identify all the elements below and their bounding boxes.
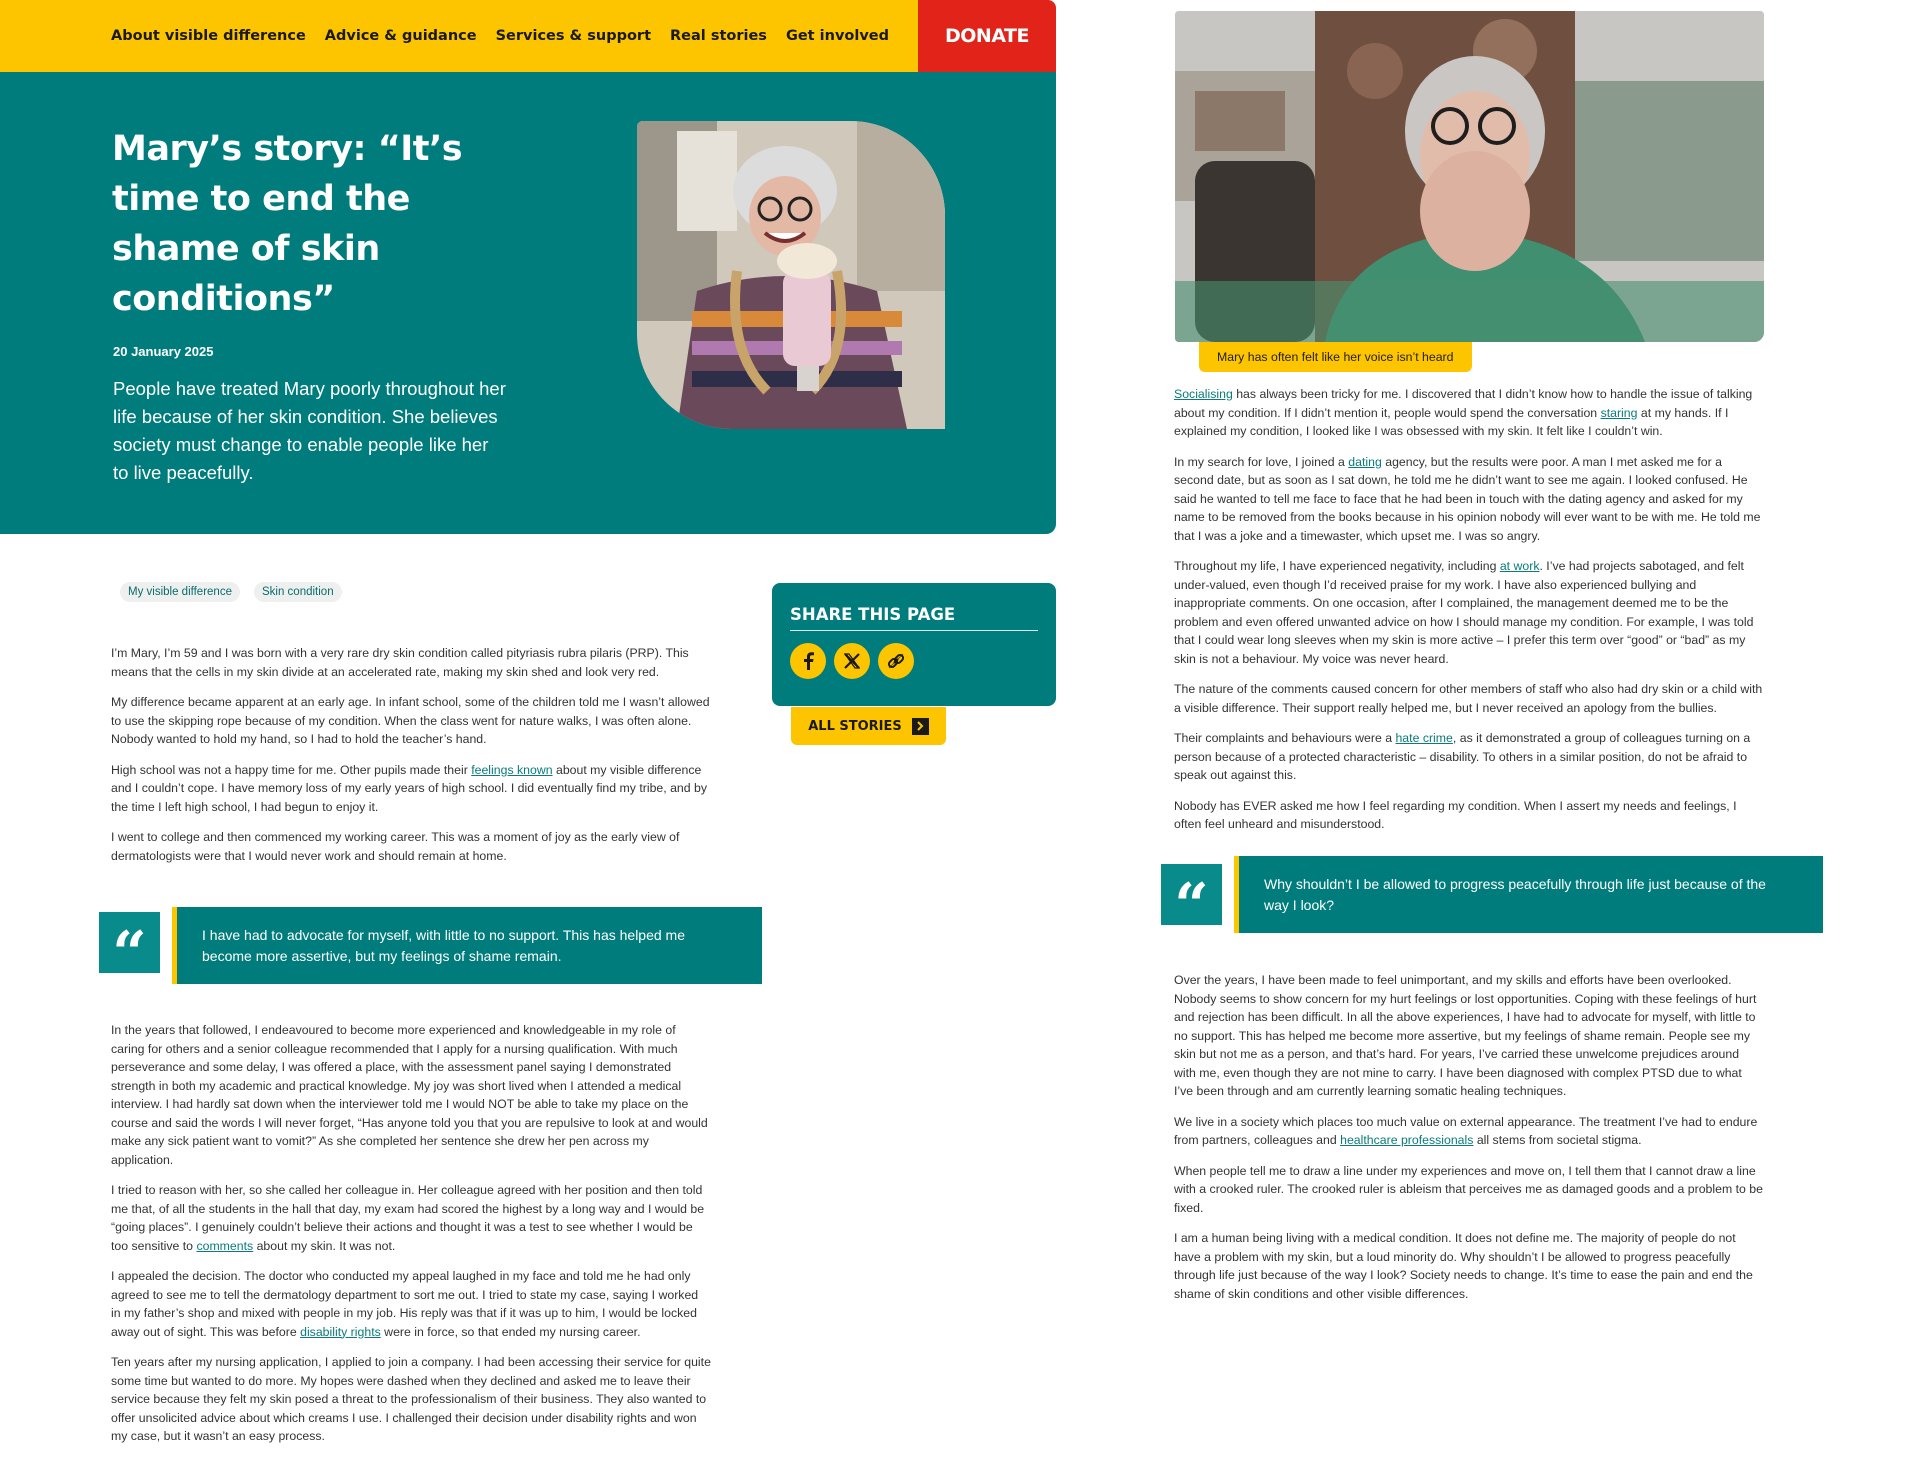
- chevron-right-glyph: [915, 721, 925, 731]
- article-body-left-2: [111, 1021, 711, 1458]
- hero-banner: [0, 72, 1056, 534]
- facebook-glyph: [801, 652, 815, 670]
- x-glyph: [843, 652, 861, 670]
- story-photo: [1175, 11, 1764, 342]
- nav-item-get-involved[interactable]: Get involved: [785, 28, 889, 44]
- publish-date: 20 January 2025: [113, 344, 214, 359]
- inline-link[interactable]: staring: [1600, 405, 1638, 420]
- inline-link[interactable]: hate crime: [1395, 731, 1453, 745]
- article-paragraph: The nature of the comments caused concern for other members of staff who also had dry skin or a child with a visible difference. Their support really helped me, but I never received an apology from the bullies.: [1174, 682, 1763, 715]
- pull-quote-text: I have had to advocate for myself, with little to no support. This has helped me become more assertive, but my feelings of shame remain.: [172, 907, 762, 984]
- page-title: Mary’s story: “It’s time to end the shame of skin conditions”: [112, 129, 463, 319]
- share-panel: [772, 583, 1056, 706]
- article-paragraph: Nobody has EVER asked me how I feel regarding my condition. When I assert my needs and feelings, I often feel unheard and misunderstood.: [1174, 798, 1737, 831]
- hero-summary: People have treated Mary poorly throughout her life because of her skin condition. She believes society must change to enable people like her to live peacefully.: [113, 378, 506, 483]
- all-stories-button[interactable]: [791, 707, 946, 745]
- main-nav: [0, 0, 918, 72]
- photo-caption: Mary has often felt like her voice isn’t heard: [1199, 342, 1472, 372]
- article-paragraph: In the years that followed, I endeavoured to become more experienced and knowledgeable in my role of caring for others and a senior colleague recommended that I apply for a nursing qualification. With much perseverance and some delay, I was offered a place, with the assessment panel saying I demonstrated strength in both my academic and practical knowledge. My joy was short lived when I attended a medical interview. I had hardly sat down when the interviewer told me I would NOT be able to take my place on the course and said the words I will never forget, “Has anyone told you that you are repulsive to look at and would make any sick patient want to vomit?” As she completed her sentence she drew her pen across my application.: [111, 1023, 708, 1167]
- story-photo-illustration: [1175, 11, 1764, 342]
- inline-link[interactable]: disability rights: [300, 1324, 381, 1339]
- pull-quote-1: [99, 907, 762, 989]
- nav-item-about[interactable]: About visible difference: [111, 28, 306, 44]
- all-stories-label: ALL STORIES: [808, 718, 902, 734]
- hero-photo-illustration: [637, 121, 945, 429]
- article-body-right-2: [1174, 971, 1764, 1315]
- donate-button[interactable]: DONATE: [918, 0, 1056, 72]
- tag-list: [120, 582, 342, 602]
- article-paragraph: I tried to reason with her, so she called her colleague in. Her colleague agreed with her position and then told me that, of all the students in the hall that day, my exam had scored the highest by a long way and I would be “going places”. I genuinely couldn’t believe their actions and thought it was a test to see whether I would be too sensitive to comments about my skin. It was not.: [111, 1183, 705, 1253]
- article-paragraph: My difference became apparent at an early age. In infant school, some of the children told me I wasn’t allowed to use the skipping rope because of my condition. When the class went for nature walks, I was often alone. Nobody wanted to hold my hand, so I had to hold the teacher’s hand.: [111, 695, 710, 746]
- facebook-icon[interactable]: [790, 643, 826, 679]
- article-paragraph: Socialising has always been tricky for me. I discovered that I didn’t know how to handle the issue of talking about my condition. If I didn’t mention it, people would spend the conversation staring at my hands. If I explained my condition, I looked like I was obsessed with my skin. It felt like I couldn’t win.: [1174, 387, 1753, 438]
- article-paragraph: I appealed the decision. The doctor who conducted my appeal laughed in my face and told me he had only agreed to see me to tell the dermatology department to sort me out. I tried to state my case, saying I worked in my father’s shop and mixed with people in my job. His reply was that if it was up to him, I would be locked away out of sight. This was before disability rights were in force, so that ended my nursing career.: [111, 1269, 699, 1339]
- quote-icon: “: [99, 912, 160, 973]
- link-glyph: [886, 651, 906, 671]
- link-icon[interactable]: [878, 643, 914, 679]
- nav-item-advice[interactable]: Advice & guidance: [324, 28, 477, 44]
- inline-link[interactable]: feelings known: [471, 762, 553, 777]
- share-icons: [790, 643, 1038, 679]
- tag-skin-condition[interactable]: Skin condition: [254, 582, 342, 602]
- article-paragraph: Their complaints and behaviours were a hate crime, as it demonstrated a group of colleagues turning on a person because of a protected characteristic – disability. To others in a similar position, do not be afraid to speak out against this.: [1174, 731, 1751, 782]
- article-paragraph: Over the years, I have been made to feel unimportant, and my skills and efforts have been overlooked. Nobody seems to show concern for my hurt feelings or lost opportunities. Coping with these feelings of hurt and rejection has been difficult. In all the above experiences, I have had to advocate for myself, with little to no support. This has helped me become more assertive, but my feelings of shame remain. People see my skin but not me as a person, and that’s hard. For years, I’ve carried these unwelcome prejudices around with me, even though they are not mine to carry. I have been diagnosed with complex PTSD due to what I’ve been through and am currently learning somatic healing techniques.: [1174, 973, 1757, 1098]
- quote-icon: “: [1161, 864, 1222, 925]
- nav-item-stories[interactable]: Real stories: [670, 28, 767, 44]
- article-paragraph: Throughout my life, I have experienced negativity, including at work. I’ve had projects sabotaged, and felt under-valued, even though I’d received praise for my work. I have also experienced bullying and inappropriate comments. On one occasion, after I complained, the management deemed me to be the problem and even offered unwanted advice on how I should manage my condition. For example, I was told that I could wear long sleeves when my skin is more active – I prefer this term over “good” or “bad” as my skin is not a behaviour. My voice was never heard.: [1174, 559, 1754, 666]
- inline-link[interactable]: healthcare professionals: [1340, 1133, 1474, 1147]
- tag-my-visible-difference[interactable]: My visible difference: [120, 582, 240, 602]
- article-paragraph: Ten years after my nursing application, I applied to join a company. I had been accessing their service for quite some time but wanted to do more. My hopes were dashed when they declined and asked me to leave their service because they felt my skin posed a threat to the professionalism of their business. They also wanted to offer unsolicited advice about which creams I use. I challenged their decision under disability rights and won my case, but it wasn’t an easy process.: [111, 1355, 711, 1443]
- inline-link[interactable]: at work: [1499, 559, 1540, 573]
- share-title: SHARE THIS PAGE: [790, 605, 1038, 631]
- article-paragraph: I went to college and then commenced my working career. This was a moment of joy as the early view of dermatologists were that I would never work and should remain at home.: [111, 830, 680, 863]
- hero-photo: [637, 121, 945, 429]
- article-paragraph: I’m Mary, I’m 59 and I was born with a very rare dry skin condition called pityriasis rubra pilaris (PRP). This means that the cells in my skin divide at an accelerated rate, making my skin shed and look very red.: [111, 646, 689, 679]
- article-paragraph: We live in a society which places too much value on external appearance. The treatment I’ve had to endure from partners, colleagues and healthcare professionals all stems from societal stigma.: [1174, 1114, 1758, 1147]
- article-paragraph: When people tell me to draw a line under my experiences and move on, I tell them that I cannot draw a line with a crooked ruler. The crooked ruler is ableism that perceives me as damaged goods and a problem to be fixed.: [1174, 1163, 1763, 1215]
- chevron-right-icon: [912, 718, 929, 735]
- pull-quote-text: Why shouldn’t I be allowed to progress peacefully through life just because of the way I look?: [1234, 856, 1823, 933]
- nav-item-services[interactable]: Services & support: [495, 28, 652, 44]
- article-body-right-1: [1174, 385, 1764, 846]
- inline-link[interactable]: dating: [1348, 454, 1382, 469]
- pull-quote-2: [1161, 856, 1823, 941]
- inline-link[interactable]: comments: [196, 1238, 254, 1253]
- article-paragraph: In my search for love, I joined a dating agency, but the results were poor. A man I met asked me for a second date, but as soon as I sat down, he told me he didn’t want to see me again. I looked confused. He said he wanted to tell me face to face that he had been in touch with the dating agency and asked for my name to be removed from the books because in his opinion nobody will ever want to be with me. He told me that I was a joke and a timewaster, which upset me. I was so angry.: [1174, 454, 1761, 543]
- x-icon[interactable]: [834, 643, 870, 679]
- article-paragraph: High school was not a happy time for me. Other pupils made their feelings known about my visible difference and I couldn’t cope. I have memory loss of my early years of high school. I did eventually find my tribe, and by the time I left high school, I had begun to enjoy it.: [111, 762, 708, 814]
- inline-link[interactable]: Socialising: [1174, 387, 1233, 401]
- article-paragraph: I am a human being living with a medical condition. It does not define me. The majority of people do not have a problem with my skin, but a loud minority do. Why shouldn’t I be allowed to progress peacefully through life just because of the way I look? Society needs to change. It’s time to ease the pain and end the shame of skin conditions and other visible differences.: [1174, 1231, 1753, 1301]
- article-body-left-1: [111, 644, 711, 877]
